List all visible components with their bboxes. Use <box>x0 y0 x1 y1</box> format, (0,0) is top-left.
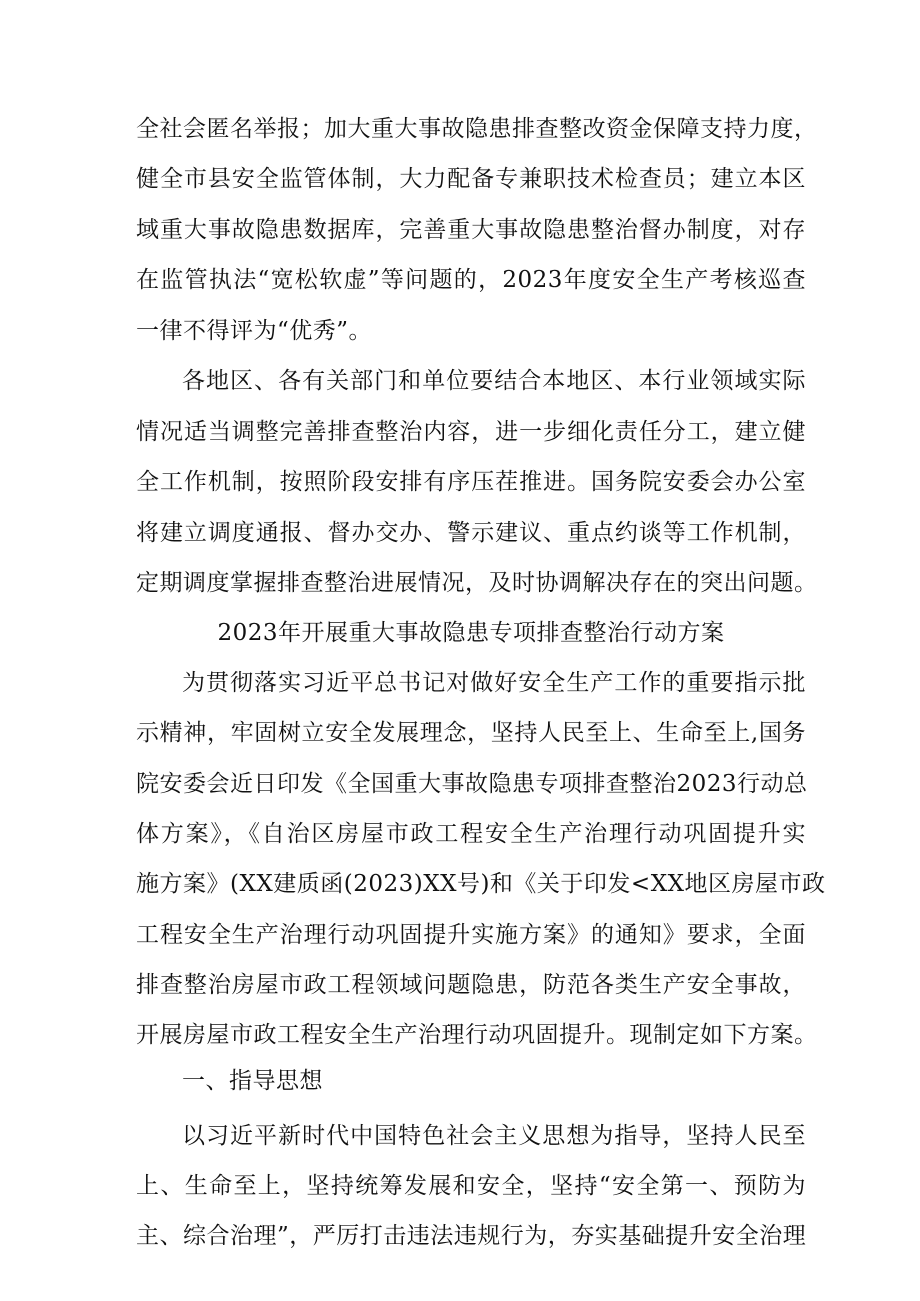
intro-line-2: 示精神，牢固树立安全发展理念，坚持人民至上、生命至上,国务 <box>136 720 806 746</box>
section-heading: 一、指导思想 <box>182 1068 323 1094</box>
paragraph-1-line-4: 在监管执法“宽松软虚”等问题的，2023年度安全生产考核巡查 <box>136 267 806 293</box>
section-body-line-2: 上、生命至上，坚持统筹发展和安全，坚持“安全第一、预防为 <box>136 1173 806 1199</box>
intro-line-1: 为贯彻落实习近平总书记对做好安全生产工作的重要指示批 <box>182 670 806 696</box>
paragraph-2-line-5: 定期调度掌握排查整治进展情况，及时协调解决存在的突出问题。 <box>136 570 818 596</box>
intro-line-8: 开展房屋市政工程安全生产治理行动巩固提升。现制定如下方案。 <box>136 1022 818 1048</box>
paragraph-2-line-2: 情况适当调整完善排查整治内容，进一步细化责任分工，建立健 <box>136 419 806 445</box>
document-title: 2023年开展重大事故隐患专项排查整治行动方案 <box>217 620 725 646</box>
paragraph-1-line-2: 健全市县安全监管体制，大力配备专兼职技术检查员；建立本区 <box>136 166 806 192</box>
paragraph-1-line-3: 域重大事故隐患数据库，完善重大事故隐患整治督办制度，对存 <box>136 217 806 243</box>
paragraph-1-line-1: 全社会匿名举报；加大重大事故隐患排查整改资金保障支持力度， <box>136 116 818 142</box>
paragraph-2-line-4: 将建立调度通报、督办交办、警示建议、重点约谈等工作机制， <box>136 520 806 546</box>
intro-line-6: 工程安全生产治理行动巩固提升实施方案》的通知》要求，全面 <box>136 922 806 948</box>
intro-line-5: 施方案》(XX建质函(2023)XX号)和《关于印发<XX地区房屋市政 <box>136 871 826 897</box>
paragraph-1-line-5: 一律不得评为“优秀”。 <box>136 318 373 344</box>
intro-line-3: 院安委会近日印发《全国重大事故隐患专项排查整治2023行动总 <box>136 771 808 797</box>
paragraph-2-line-1: 各地区、各有关部门和单位要结合本地区、本行业领域实际 <box>182 368 806 394</box>
intro-line-4: 体方案》，《自治区房屋市政工程安全生产治理行动巩固提升实 <box>136 821 806 847</box>
paragraph-2-line-3: 全工作机制，按照阶段安排有序压茬推进。国务院安委会办公室 <box>136 469 806 495</box>
section-body-line-1: 以习近平新时代中国特色社会主义思想为指导，坚持人民至 <box>182 1123 806 1149</box>
section-body-line-3: 主、综合治理”，严厉打击违法违规行为，夯实基础提升安全治理 <box>136 1223 807 1249</box>
intro-line-7: 排查整治房屋市政工程领域问题隐患，防范各类生产安全事故， <box>136 972 806 998</box>
